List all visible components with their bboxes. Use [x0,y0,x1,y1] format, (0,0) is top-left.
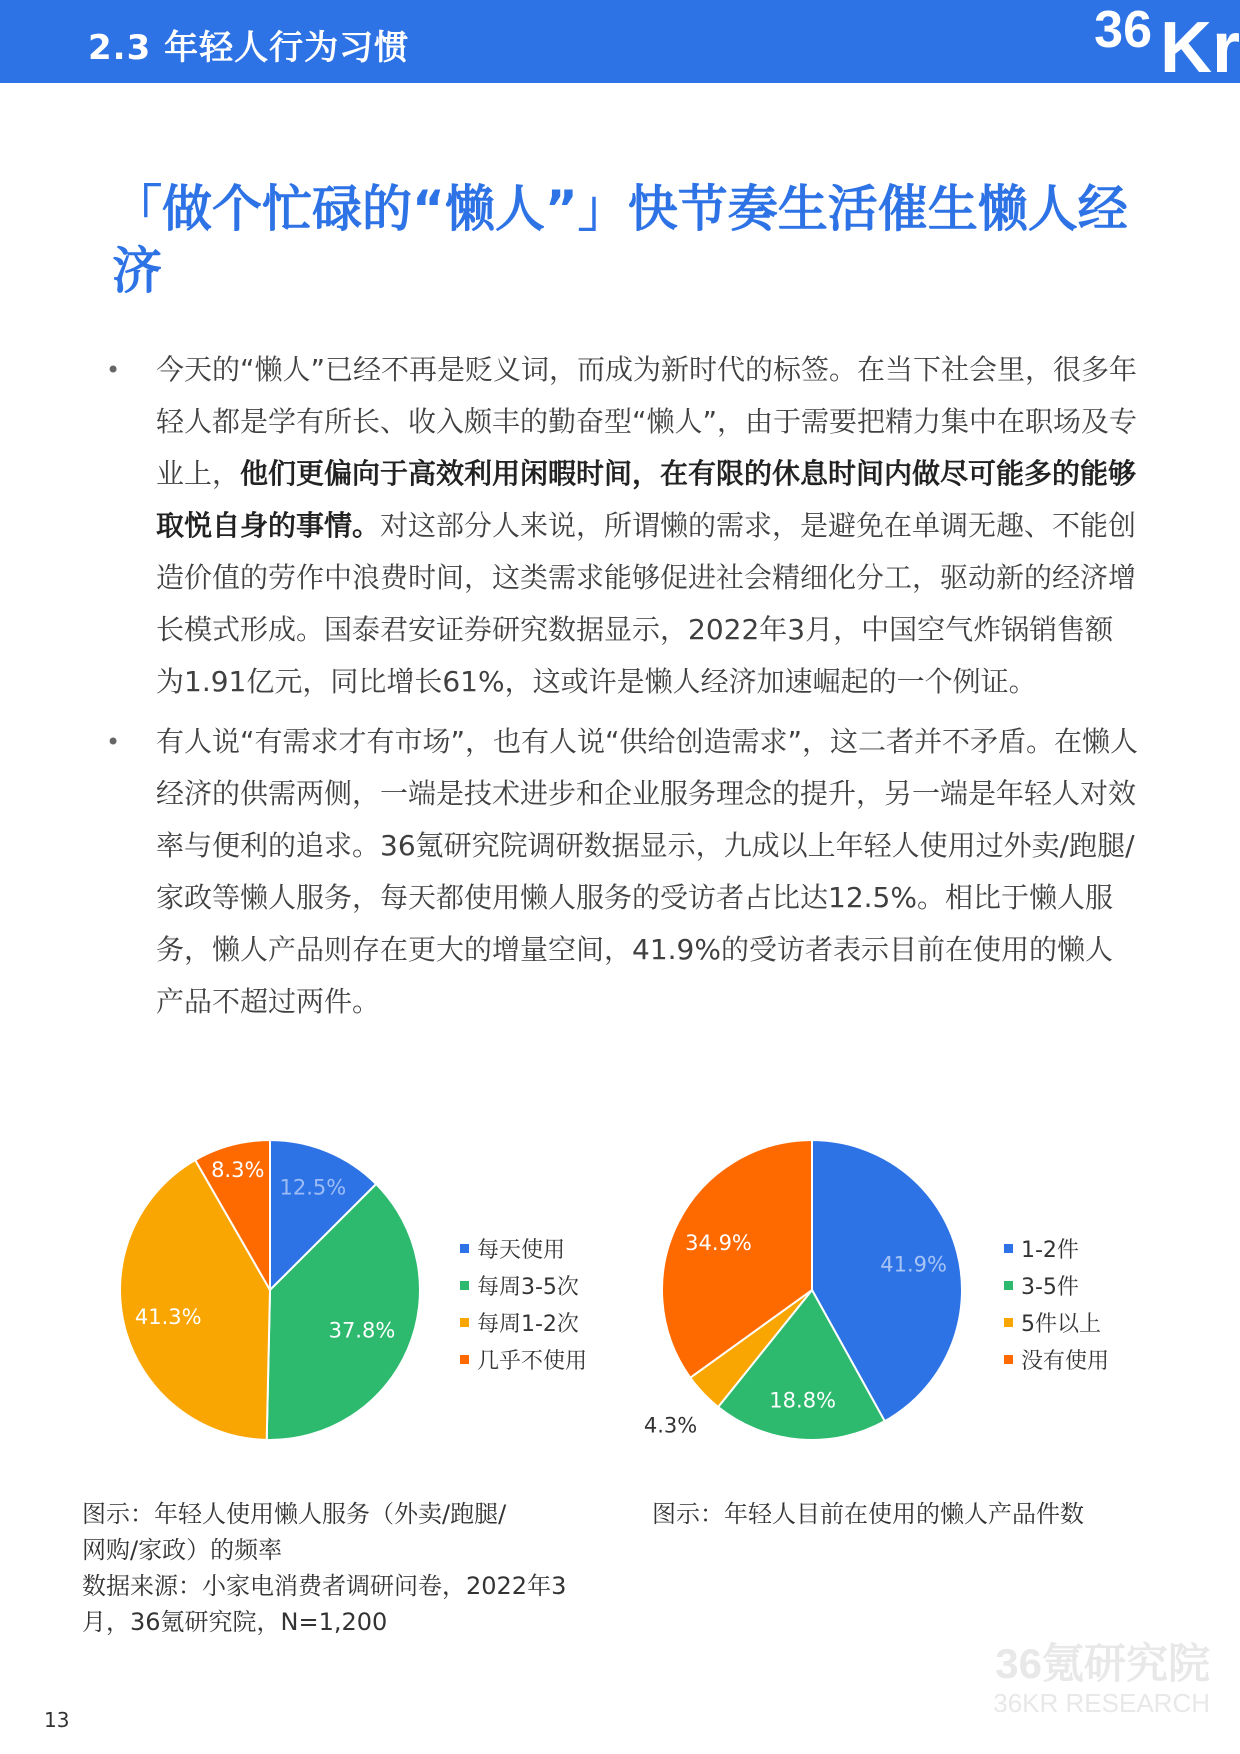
legend-service-frequency [460,1230,587,1378]
logo-kr: Kr [1159,8,1240,88]
watermark-cn: 36氪研究院 [995,1640,1210,1687]
bullet-dot-icon: • [106,356,121,384]
pie-data-label: 41.9% [880,1252,948,1277]
data-source: 数据来源：小家电消费者调研问卷，2022年3月，36氪研究院，N=1,200 [82,1572,567,1636]
legend-item [460,1341,587,1378]
pie-data-label: 41.3% [134,1304,202,1329]
caption-left [82,1496,602,1640]
legend-label: 3-5件 [1021,1275,1079,1300]
header-bar [0,0,1240,88]
section-title: 2.3 年轻人行为习惯 [88,28,410,68]
page-headline: 「做个忙碌的“懒人”」快节奏生活催生懒人经济 [112,180,1128,300]
pie-data-label: 4.3% [643,1413,698,1438]
bullet-2-text: 有人说“有需求才有市场”，也有人说“供给创造需求”，这二者并不矛盾。在懒人经济的供需两侧，一端是技术进步和企业服务理念的提升，另一端是年轻人对效率与便利的追求。36氪研究院调研数据显示，九成以上年轻人使用过外卖/跑腿/家政等懒人服务，每天都使用懒人服务的受访者占比达12.5%。相比于懒人服务，懒人产品则存在更大的增量空间，41.9%的受访者表示目前在使用的懒人产品不超过两件。 [156,725,1139,1018]
pie-chart-product-count [640,1130,980,1450]
pie-data-label: 8.3% [211,1158,265,1183]
legend-item [1004,1341,1109,1378]
logo-number: 36 [1094,1,1152,59]
legend-swatch-yellow [1004,1318,1013,1327]
legend-label: 每周1-2次 [477,1312,579,1337]
caption-right-line: 图示：年轻人目前在使用的懒人产品件数 [652,1500,1084,1528]
bullet-1-bold: 他们更偏向于高效利用闲暇时间，在有限的休息时间内做尽可能多的能够取悦自身的事情。 [156,457,1137,542]
body-bullets [100,344,1140,1036]
legend-label: 几乎不使用 [477,1349,588,1374]
legend-item [460,1304,587,1341]
page-number: 13 [44,1708,70,1732]
pie-chart-service-frequency [100,1130,440,1450]
legend-label: 每天使用 [477,1238,566,1263]
pie-data-label: 18.8% [769,1388,837,1413]
bullet-1-text-end: 对这部分人来说，所谓懒的需求，是避免在单调无趣、不能创造价值的劳作中浪费时间，这类需求能够促进社会精细化分工，驱动新的经济增长模式形成。国泰君安证券研究数据显示，2022年3月，中国空气炸锅销售额为1.91亿元，同比增长61%，这或许是懒人经济加速崛起的一个例证。 [156,509,1137,698]
legend-item [1004,1267,1109,1304]
pie-data-label: 34.9% [685,1231,752,1256]
bullet-dot-icon: • [106,728,121,756]
bullet-paragraph-2 [100,716,1140,1028]
watermark-en: 36KR RESEARCH [993,1688,1210,1718]
pie-data-label: 12.5% [279,1175,347,1200]
legend-swatch-orange [1004,1355,1013,1364]
bullet-paragraph-1 [100,344,1140,708]
legend-swatch-orange [460,1355,469,1364]
legend-item [1004,1304,1109,1341]
legend-product-count [1004,1230,1109,1378]
legend-item [460,1267,587,1304]
pie-data-label: 37.8% [328,1318,396,1343]
legend-item [460,1230,587,1267]
legend-swatch-green [460,1281,469,1290]
caption-left-line2: 网购/家政）的频率 [82,1536,283,1564]
caption-left-line1: 图示：年轻人使用懒人服务（外卖/跑腿/ [82,1500,507,1528]
legend-label: 没有使用 [1021,1349,1110,1374]
legend-swatch-blue [1004,1244,1013,1253]
legend-swatch-blue [460,1244,469,1253]
legend-label: 1-2件 [1021,1238,1079,1263]
bullet-1-text: 今天的“懒人”已经不再是贬义词，而成为新时代的标签。在当下社会里，很多年轻人都是学有所长、收入颇丰的勤奋型“懒人”，由于需要把精力集中在职场及专业上， [156,353,1138,490]
legend-label: 5件以上 [1021,1312,1101,1337]
legend-swatch-yellow [460,1318,469,1327]
legend-swatch-green [1004,1281,1013,1290]
watermark [993,1640,1210,1718]
caption-right [652,1496,1084,1532]
legend-label: 每周3-5次 [477,1275,579,1300]
legend-item [1004,1230,1109,1267]
